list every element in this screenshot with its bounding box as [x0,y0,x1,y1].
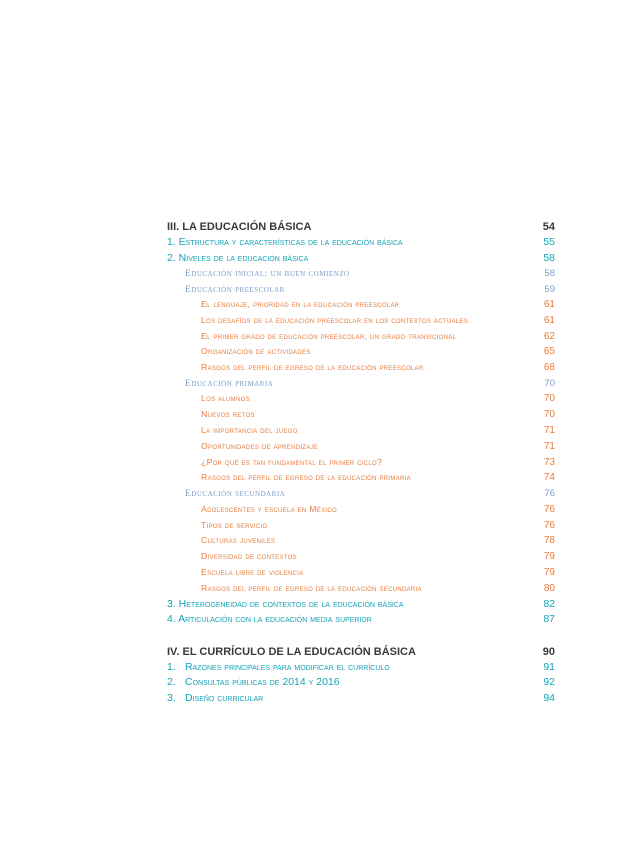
toc-entry-title: Educación inicial: un buen comienzo [185,269,350,279]
toc-entry-title: Los alumnos [201,393,250,404]
toc-entry-text: Razones principales para modificar el currículo [185,660,390,673]
toc-entry-level-3[interactable] [167,407,555,423]
toc-entry-level-3[interactable] [167,391,555,407]
toc-entry-level-1[interactable] [167,660,555,676]
toc-entry-level-1[interactable] [167,612,555,628]
toc-entry-title: Organización de actividades [201,346,311,357]
toc-entry-title: Culturas juveniles [201,535,276,546]
section-spacer [167,628,555,644]
toc-entry-title: 1. Estructura y características de la educación básica [167,236,403,248]
toc-page-number: 54 [542,221,555,233]
toc-entry-title: El primer grado de educación preescolar, un grado transicional [201,330,457,341]
toc-entry-title: Educación preescolar [185,284,285,295]
toc-page-number: 65 [543,346,555,358]
toc-entry-level-3[interactable] [167,423,555,439]
toc-section-heading[interactable] [167,219,555,235]
toc-entry-title [167,675,340,691]
toc-entry-level-3[interactable] [167,297,555,313]
toc-page-number: 90 [542,645,555,658]
toc-page-number: 80 [543,582,555,594]
toc-page-number: 79 [543,566,555,578]
toc-entry-title: Rasgos del perfil de egreso de la educación preescolar [201,362,424,373]
toc-entry-title: Tipos de servicio [201,519,268,530]
toc-page-number: 55 [543,236,555,248]
toc-entry-level-3[interactable] [167,313,555,329]
toc-entry-level-3[interactable] [167,439,555,455]
toc-page-number: 61 [543,314,555,326]
toc-entry-level-1[interactable] [167,691,555,707]
toc-page-number: 92 [543,676,555,689]
toc-page-number: 91 [543,660,555,673]
toc-page-number: 76 [543,519,555,531]
toc-page-number: 58 [544,268,555,279]
toc-entry-level-3[interactable] [167,344,555,360]
toc-page-number: 70 [543,393,555,405]
toc-entry-title: 2. Niveles de la educación básica [167,251,309,264]
toc-entry-level-1[interactable] [167,675,555,691]
toc-entry-title: Diversidad de contextos [201,551,297,562]
toc-entry-level-3[interactable] [167,565,555,581]
toc-entry-level-2[interactable] [167,266,555,282]
toc-entry-number: 2. [167,676,176,689]
toc-entry-level-3[interactable] [167,581,555,597]
toc-page-number: 59 [544,283,555,295]
toc-entry-number: 1. [167,660,176,673]
toc-section [167,644,555,707]
toc-entry-level-3[interactable] [167,549,555,565]
toc-entry-level-3[interactable] [167,533,555,549]
toc-page-number: 74 [543,472,555,484]
toc-page-number: 82 [543,597,555,610]
toc-entry-title: Educación primaria [185,378,274,389]
toc-entry-title: Escuela libre de violencia [201,566,304,577]
toc-entry-level-2[interactable] [167,486,555,502]
toc-page-number: 76 [543,503,555,515]
toc-entry-title: Nuevos retos [201,409,255,420]
toc-entry-title: 4. Articulación con la educación media superior [167,613,372,626]
toc-entry-title [167,691,263,707]
toc-page-number: 70 [543,409,555,421]
toc-entry-level-3[interactable] [167,329,555,345]
toc-page-number: 70 [544,377,555,389]
toc-entry-title: ¿Por qué es tan fundamental el primer ciclo? [201,456,383,467]
toc-section [167,219,555,628]
toc-entry-title [167,660,390,676]
toc-page-number: 78 [543,535,555,547]
toc-entry-level-2[interactable] [167,376,555,392]
toc-entry-level-3[interactable] [167,470,555,486]
toc-entry-title: Oportunidades de aprendizaje [201,440,319,451]
toc-page-number: 73 [543,456,555,468]
toc-entry-level-1[interactable] [167,235,555,251]
toc-entry-title: III. LA EDUCACIÓN BÁSICA [167,221,312,233]
toc-entry-title: Rasgos del perfil de egreso de la educación primaria [201,472,411,483]
toc-entry-title: Los desafíos de la educación preescolar en los contextos actuales [201,314,468,325]
toc-entry-level-3[interactable] [167,455,555,471]
toc-entry-level-2[interactable] [167,282,555,298]
toc-page-number: 61 [543,299,555,310]
toc-page-number: 58 [543,251,555,264]
toc-entry-number: 3. [167,691,176,704]
toc-entry-text: Diseño curricular [185,691,264,704]
toc-entry-level-3[interactable] [167,518,555,534]
toc-page-number: 71 [543,440,555,452]
toc-page-number: 87 [543,613,555,626]
toc-entry-level-3[interactable] [167,360,555,376]
toc-page-number: 62 [543,330,555,342]
toc-page-number: 94 [543,691,555,704]
toc-entry-title: El lenguaje, prioridad en la educación preescolar [201,299,400,309]
toc-page-number: 79 [543,551,555,563]
toc-entry-level-3[interactable] [167,502,555,518]
toc-entry-level-1[interactable] [167,251,555,267]
toc-page-number: 68 [543,362,555,374]
toc-entry-text: Consultas públicas de 2014 y 2016 [185,676,340,689]
toc-page-number: 76 [544,488,555,500]
toc-entry-level-1[interactable] [167,597,555,613]
table-of-contents [167,219,555,706]
toc-entry-title: Educación secundaria [185,489,286,500]
toc-entry-title: Adolescentes y escuela en México [201,503,337,514]
toc-entry-title: Rasgos del perfil de egreso de la educación secundaria [201,582,422,593]
toc-page-number: 71 [543,425,555,437]
toc-entry-title: IV. EL CURRÍCULO DE LA EDUCACIÓN BÁSICA [167,645,416,658]
toc-section-heading[interactable] [167,644,555,660]
toc-entry-title: 3. Heterogeneidad de contextos de la educación básica [167,597,404,610]
toc-entry-title: La importancia del juego [201,425,298,436]
